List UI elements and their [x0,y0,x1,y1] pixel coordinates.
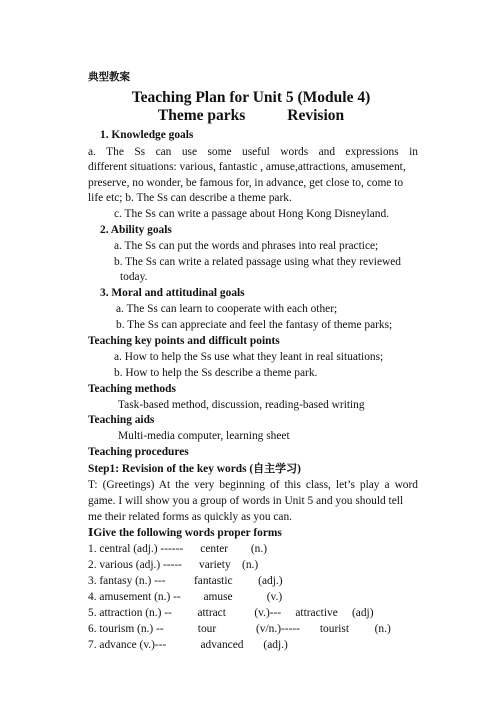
aids-text: Multi-media computer, learning sheet [118,430,290,442]
ability-goal-b-line2: today. [120,271,148,283]
exercise-item: 7. advance (v.)--- advanced (adj.) [88,639,288,651]
knowledge-goal-a-line4: life etc; b. The Ss can describe a theme park. [88,192,292,204]
knowledge-goal-a-line2: different situations: various, fantastic , amuse,attractions, amusement, [88,161,406,173]
subtitle-topic: Theme parks [157,107,246,124]
knowledge-goals-heading: 1. Knowledge goals [100,129,194,141]
exercise-heading: ⅠGive the following words proper forms [88,527,282,539]
exercise-item: 6. tourism (n.) -- tour (v/n.)----- tourist (n.) [88,623,391,635]
knowledge-goal-a-line1: a. The Ss can use some useful words and expressions in [88,146,418,158]
methods-heading: Teaching methods [88,383,176,395]
exercise-item: 3. fantasy (n.) --- fantastic (adj.) [88,575,283,587]
page-subtitle [0,107,502,125]
step1-heading-text: Step1: Revision of the key words ( [88,463,254,475]
ability-goal-b-line1: b. The Ss can write a related passage using what they reviewed [114,256,401,268]
knowledge-goal-c: c. The Ss can write a passage about Hong Kong Disneyland. [114,208,389,220]
procedures-heading: Teaching procedures [88,446,189,458]
exercise-item: 1. central (adj.) ------ center (n.) [88,543,267,555]
subtitle-revision: Revision [287,107,345,124]
step1-text-line2: game. I will show you a group of words in Unit 5 and you should tell [88,495,404,507]
moral-goals-heading: 3. Moral and attitudinal goals [100,287,245,299]
key-points-heading: Teaching key points and difficult points [88,335,280,347]
moral-goal-a: a. The Ss can learn to cooperate with each other; [116,303,338,315]
key-point-a: a. How to help the Ss use what they leant in real situations; [114,351,384,363]
exercise-item: 2. various (adj.) ----- variety (n.) [88,559,259,571]
step1-heading [88,461,301,477]
exercise-item: 4. amusement (n.) -- amuse (v.) [88,591,283,603]
exercise-item: 5. attraction (n.) -- attract (v.)--- attractive (adj) [88,607,374,619]
aids-heading: Teaching aids [88,414,155,426]
page-title: Teaching Plan for Unit 5 (Module 4) [131,89,371,106]
step1-heading-cn: 自主学习 [253,462,298,475]
ability-goal-a: a. The Ss can put the words and phrases into real practice; [114,240,379,252]
header-tag: 典型教案 [88,71,130,83]
step1-heading-close: ) [297,463,301,475]
ability-goals-heading: 2. Ability goals [100,224,172,236]
key-point-b: b. How to help the Ss describe a theme park. [114,367,318,379]
knowledge-goal-a-line3: preserve, no wonder, be famous for, in advance, get close to, come to [88,177,404,189]
step1-text-line1: T: (Greetings) At the very beginning of this class, let’s play a word [88,479,418,491]
moral-goal-b: b. The Ss can appreciate and feel the fantasy of theme parks; [116,319,393,331]
step1-text-line3: me their related forms as quickly as you can. [88,511,293,523]
methods-text: Task-based method, discussion, reading-based writing [118,399,365,411]
